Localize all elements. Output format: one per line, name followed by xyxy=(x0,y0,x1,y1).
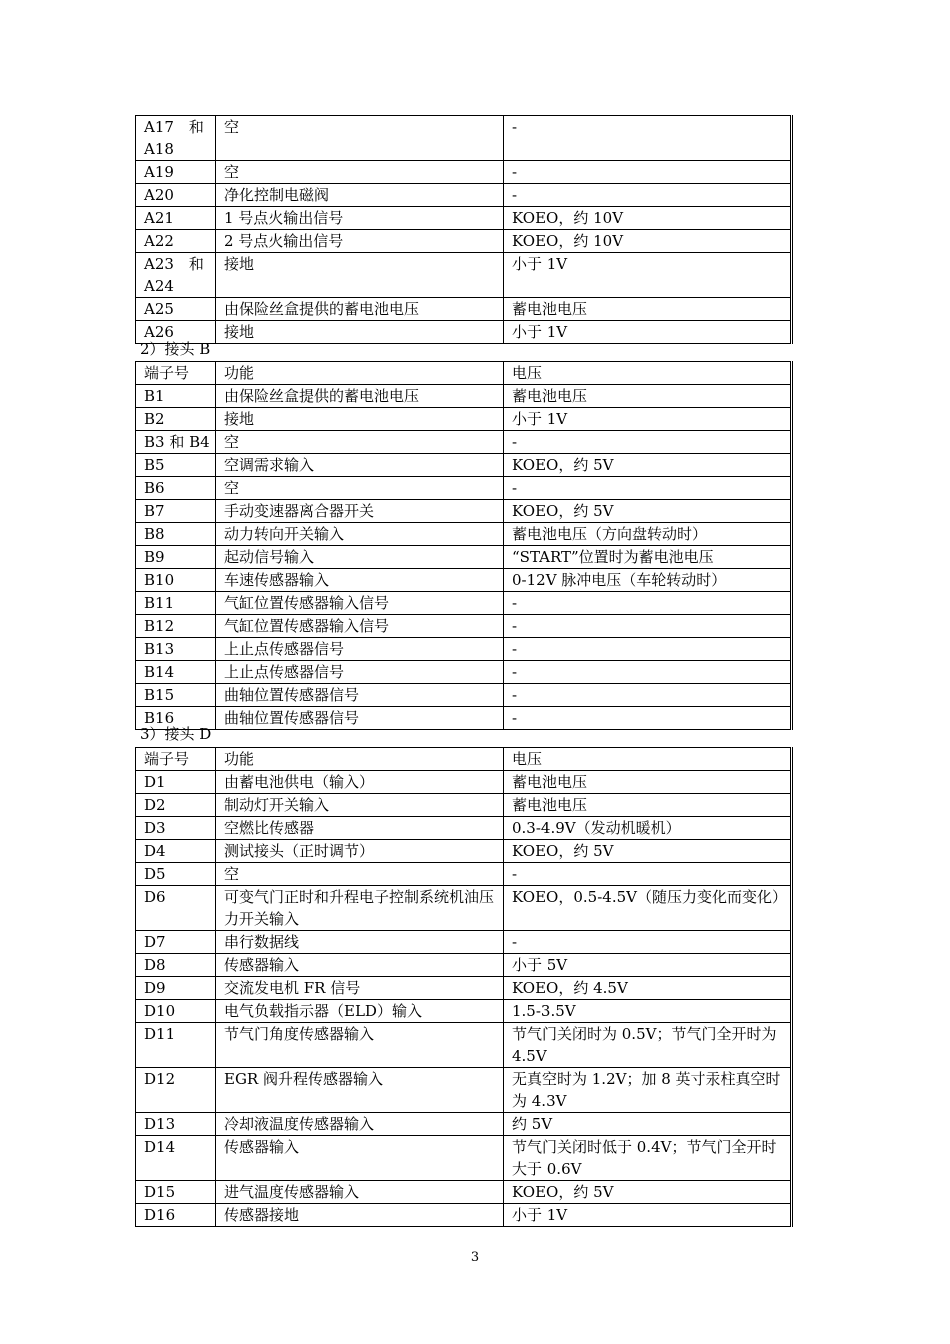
table-row xyxy=(136,253,792,298)
terminal-cell: D16 xyxy=(136,1204,216,1227)
function-cell: 曲轴位置传感器信号 xyxy=(216,707,504,730)
terminal-cell: D9 xyxy=(136,977,216,1000)
terminal-cell: D8 xyxy=(136,954,216,977)
voltage-cell: 蓄电池电压 xyxy=(504,771,792,794)
terminal-cell: A21 xyxy=(136,207,216,230)
voltage-cell: KOEO，约 10V xyxy=(504,230,792,253)
header-function: 功能 xyxy=(216,748,504,771)
function-cell: 传感器输入 xyxy=(216,954,504,977)
table-row xyxy=(136,592,792,615)
function-cell: 空调需求输入 xyxy=(216,454,504,477)
terminal-cell: A19 xyxy=(136,161,216,184)
voltage-cell: - xyxy=(504,592,792,615)
function-cell: 空 xyxy=(216,863,504,886)
table-row xyxy=(136,794,792,817)
table-row xyxy=(136,1000,792,1023)
terminal-cell: B1 xyxy=(136,385,216,408)
table-row xyxy=(136,161,792,184)
table-row xyxy=(136,546,792,569)
header-terminal: 端子号 xyxy=(136,362,216,385)
terminal-cell: D15 xyxy=(136,1181,216,1204)
terminal-cell: B16 xyxy=(136,707,216,730)
voltage-cell: 蓄电池电压 xyxy=(504,385,792,408)
voltage-cell: 无真空时为 1.2V；加 8 英寸汞柱真空时为 4.3V xyxy=(504,1068,792,1113)
terminal-cell: B7 xyxy=(136,500,216,523)
voltage-cell: - xyxy=(504,116,792,161)
function-cell: 交流发电机 FR 信号 xyxy=(216,977,504,1000)
voltage-cell: 蓄电池电压 xyxy=(504,298,792,321)
function-cell: 接地 xyxy=(216,408,504,431)
voltage-cell: KOEO，约 10V xyxy=(504,207,792,230)
voltage-cell: 小于 1V xyxy=(504,408,792,431)
function-cell: 传感器接地 xyxy=(216,1204,504,1227)
table-row xyxy=(136,684,792,707)
terminal-cell: B13 xyxy=(136,638,216,661)
table-row xyxy=(136,477,792,500)
voltage-cell: 小于 1V xyxy=(504,1204,792,1227)
table-row xyxy=(136,817,792,840)
function-cell: 传感器输入 xyxy=(216,1136,504,1181)
table-row xyxy=(136,1181,792,1204)
function-cell: 由保险丝盒提供的蓄电池电压 xyxy=(216,385,504,408)
table-row xyxy=(136,638,792,661)
function-cell: 电气负载指示器（ELD）输入 xyxy=(216,1000,504,1023)
function-cell: 可变气门正时和升程电子控制系统机油压力开关输入 xyxy=(216,886,504,931)
table-row xyxy=(136,1136,792,1181)
voltage-cell: 小于 1V xyxy=(504,253,792,298)
terminal-cell: D12 xyxy=(136,1068,216,1113)
terminal-cell: B2 xyxy=(136,408,216,431)
terminal-cell: A23 和 A24 xyxy=(136,253,216,298)
voltage-cell: - xyxy=(504,707,792,730)
voltage-cell: - xyxy=(504,684,792,707)
voltage-cell: - xyxy=(504,931,792,954)
function-cell: 节气门角度传感器输入 xyxy=(216,1023,504,1068)
terminal-cell: B8 xyxy=(136,523,216,546)
table-row xyxy=(136,523,792,546)
terminal-cell: D11 xyxy=(136,1023,216,1068)
function-cell: 冷却液温度传感器输入 xyxy=(216,1113,504,1136)
table-row xyxy=(136,408,792,431)
terminal-cell: D5 xyxy=(136,863,216,886)
table-row xyxy=(136,771,792,794)
voltage-cell: - xyxy=(504,431,792,454)
function-cell: 由蓄电池供电（输入） xyxy=(216,771,504,794)
connector-a-table xyxy=(135,115,793,344)
function-cell: 1 号点火输出信号 xyxy=(216,207,504,230)
voltage-cell: 小于 5V xyxy=(504,954,792,977)
voltage-cell: - xyxy=(504,184,792,207)
table-row xyxy=(136,431,792,454)
function-cell: 接地 xyxy=(216,253,504,298)
table-row xyxy=(136,661,792,684)
function-cell: 空 xyxy=(216,477,504,500)
terminal-cell: D3 xyxy=(136,817,216,840)
terminal-cell: B15 xyxy=(136,684,216,707)
terminal-cell: D6 xyxy=(136,886,216,931)
voltage-cell: KOEO，约 5V xyxy=(504,500,792,523)
terminal-cell: D4 xyxy=(136,840,216,863)
voltage-cell: 1.5-3.5V xyxy=(504,1000,792,1023)
voltage-cell: KOEO，0.5-4.5V（随压力变化而变化） xyxy=(504,886,792,931)
terminal-cell: B3 和 B4 xyxy=(136,431,216,454)
voltage-cell: - xyxy=(504,638,792,661)
header-voltage: 电压 xyxy=(504,362,792,385)
table-row xyxy=(136,1113,792,1136)
header-voltage: 电压 xyxy=(504,748,792,771)
table-row xyxy=(136,615,792,638)
table-row xyxy=(136,500,792,523)
function-cell: 手动变速器离合器开关 xyxy=(216,500,504,523)
terminal-cell: B6 xyxy=(136,477,216,500)
voltage-cell: KOEO，约 5V xyxy=(504,1181,792,1204)
table-row xyxy=(136,385,792,408)
terminal-cell: A17 和 A18 xyxy=(136,116,216,161)
table-row xyxy=(136,977,792,1000)
voltage-cell: - xyxy=(504,161,792,184)
terminal-cell: B9 xyxy=(136,546,216,569)
table-row xyxy=(136,230,792,253)
function-cell: 起动信号输入 xyxy=(216,546,504,569)
function-cell: 进气温度传感器输入 xyxy=(216,1181,504,1204)
terminal-cell: D2 xyxy=(136,794,216,817)
voltage-cell: 0.3-4.9V（发动机暖机） xyxy=(504,817,792,840)
voltage-cell: KOEO，约 4.5V xyxy=(504,977,792,1000)
terminal-cell: A25 xyxy=(136,298,216,321)
section-heading-connector-b: 2）接头 B xyxy=(140,340,211,358)
header-function: 功能 xyxy=(216,362,504,385)
function-cell: 制动灯开关输入 xyxy=(216,794,504,817)
function-cell: 2 号点火输出信号 xyxy=(216,230,504,253)
table-header-row xyxy=(136,748,792,771)
table-row xyxy=(136,931,792,954)
terminal-cell: A26 xyxy=(136,321,216,344)
terminal-cell: B10 xyxy=(136,569,216,592)
function-cell: 由保险丝盒提供的蓄电池电压 xyxy=(216,298,504,321)
table-row xyxy=(136,207,792,230)
function-cell: 车速传感器输入 xyxy=(216,569,504,592)
voltage-cell: “START”位置时为蓄电池电压 xyxy=(504,546,792,569)
terminal-cell: B14 xyxy=(136,661,216,684)
function-cell: 空燃比传感器 xyxy=(216,817,504,840)
terminal-cell: B5 xyxy=(136,454,216,477)
table-row xyxy=(136,707,792,730)
voltage-cell: - xyxy=(504,477,792,500)
section-heading-connector-d: 3）接头 D xyxy=(140,725,212,743)
voltage-cell: 小于 1V xyxy=(504,321,792,344)
voltage-cell: - xyxy=(504,661,792,684)
function-cell: 串行数据线 xyxy=(216,931,504,954)
voltage-cell: - xyxy=(504,615,792,638)
function-cell: EGR 阀升程传感器输入 xyxy=(216,1068,504,1113)
table-row xyxy=(136,886,792,931)
terminal-cell: B11 xyxy=(136,592,216,615)
function-cell: 空 xyxy=(216,116,504,161)
table-row xyxy=(136,840,792,863)
table-row xyxy=(136,454,792,477)
table-row xyxy=(136,298,792,321)
terminal-cell: D7 xyxy=(136,931,216,954)
table-row xyxy=(136,116,792,161)
function-cell: 上止点传感器信号 xyxy=(216,638,504,661)
connector-d-table xyxy=(135,747,793,1227)
function-cell: 空 xyxy=(216,161,504,184)
voltage-cell: 节气门关闭时为 0.5V；节气门全开时为 4.5V xyxy=(504,1023,792,1068)
table-row xyxy=(136,954,792,977)
terminal-cell: A20 xyxy=(136,184,216,207)
page-number: 3 xyxy=(470,1250,480,1265)
function-cell: 气缸位置传感器输入信号 xyxy=(216,615,504,638)
table-row xyxy=(136,184,792,207)
function-cell: 净化控制电磁阀 xyxy=(216,184,504,207)
terminal-cell: D14 xyxy=(136,1136,216,1181)
table-header-row xyxy=(136,362,792,385)
function-cell: 动力转向开关输入 xyxy=(216,523,504,546)
terminal-cell: D13 xyxy=(136,1113,216,1136)
voltage-cell: 0-12V 脉冲电压（车轮转动时） xyxy=(504,569,792,592)
voltage-cell: KOEO，约 5V xyxy=(504,454,792,477)
table-row xyxy=(136,569,792,592)
table-row xyxy=(136,863,792,886)
voltage-cell: 蓄电池电压 xyxy=(504,794,792,817)
function-cell: 气缸位置传感器输入信号 xyxy=(216,592,504,615)
function-cell: 曲轴位置传感器信号 xyxy=(216,684,504,707)
voltage-cell: 蓄电池电压（方向盘转动时） xyxy=(504,523,792,546)
terminal-cell: A22 xyxy=(136,230,216,253)
table-row xyxy=(136,1023,792,1068)
voltage-cell: KOEO，约 5V xyxy=(504,840,792,863)
voltage-cell: - xyxy=(504,863,792,886)
function-cell: 空 xyxy=(216,431,504,454)
terminal-cell: B12 xyxy=(136,615,216,638)
function-cell: 上止点传感器信号 xyxy=(216,661,504,684)
table-row xyxy=(136,1204,792,1227)
table-row xyxy=(136,1068,792,1113)
terminal-cell: D10 xyxy=(136,1000,216,1023)
connector-b-table xyxy=(135,361,793,730)
voltage-cell: 约 5V xyxy=(504,1113,792,1136)
function-cell: 测试接头（正时调节） xyxy=(216,840,504,863)
terminal-cell: D1 xyxy=(136,771,216,794)
table-row xyxy=(136,321,792,344)
header-terminal: 端子号 xyxy=(136,748,216,771)
voltage-cell: 节气门关闭时低于 0.4V；节气门全开时大于 0.6V xyxy=(504,1136,792,1181)
function-cell: 接地 xyxy=(216,321,504,344)
